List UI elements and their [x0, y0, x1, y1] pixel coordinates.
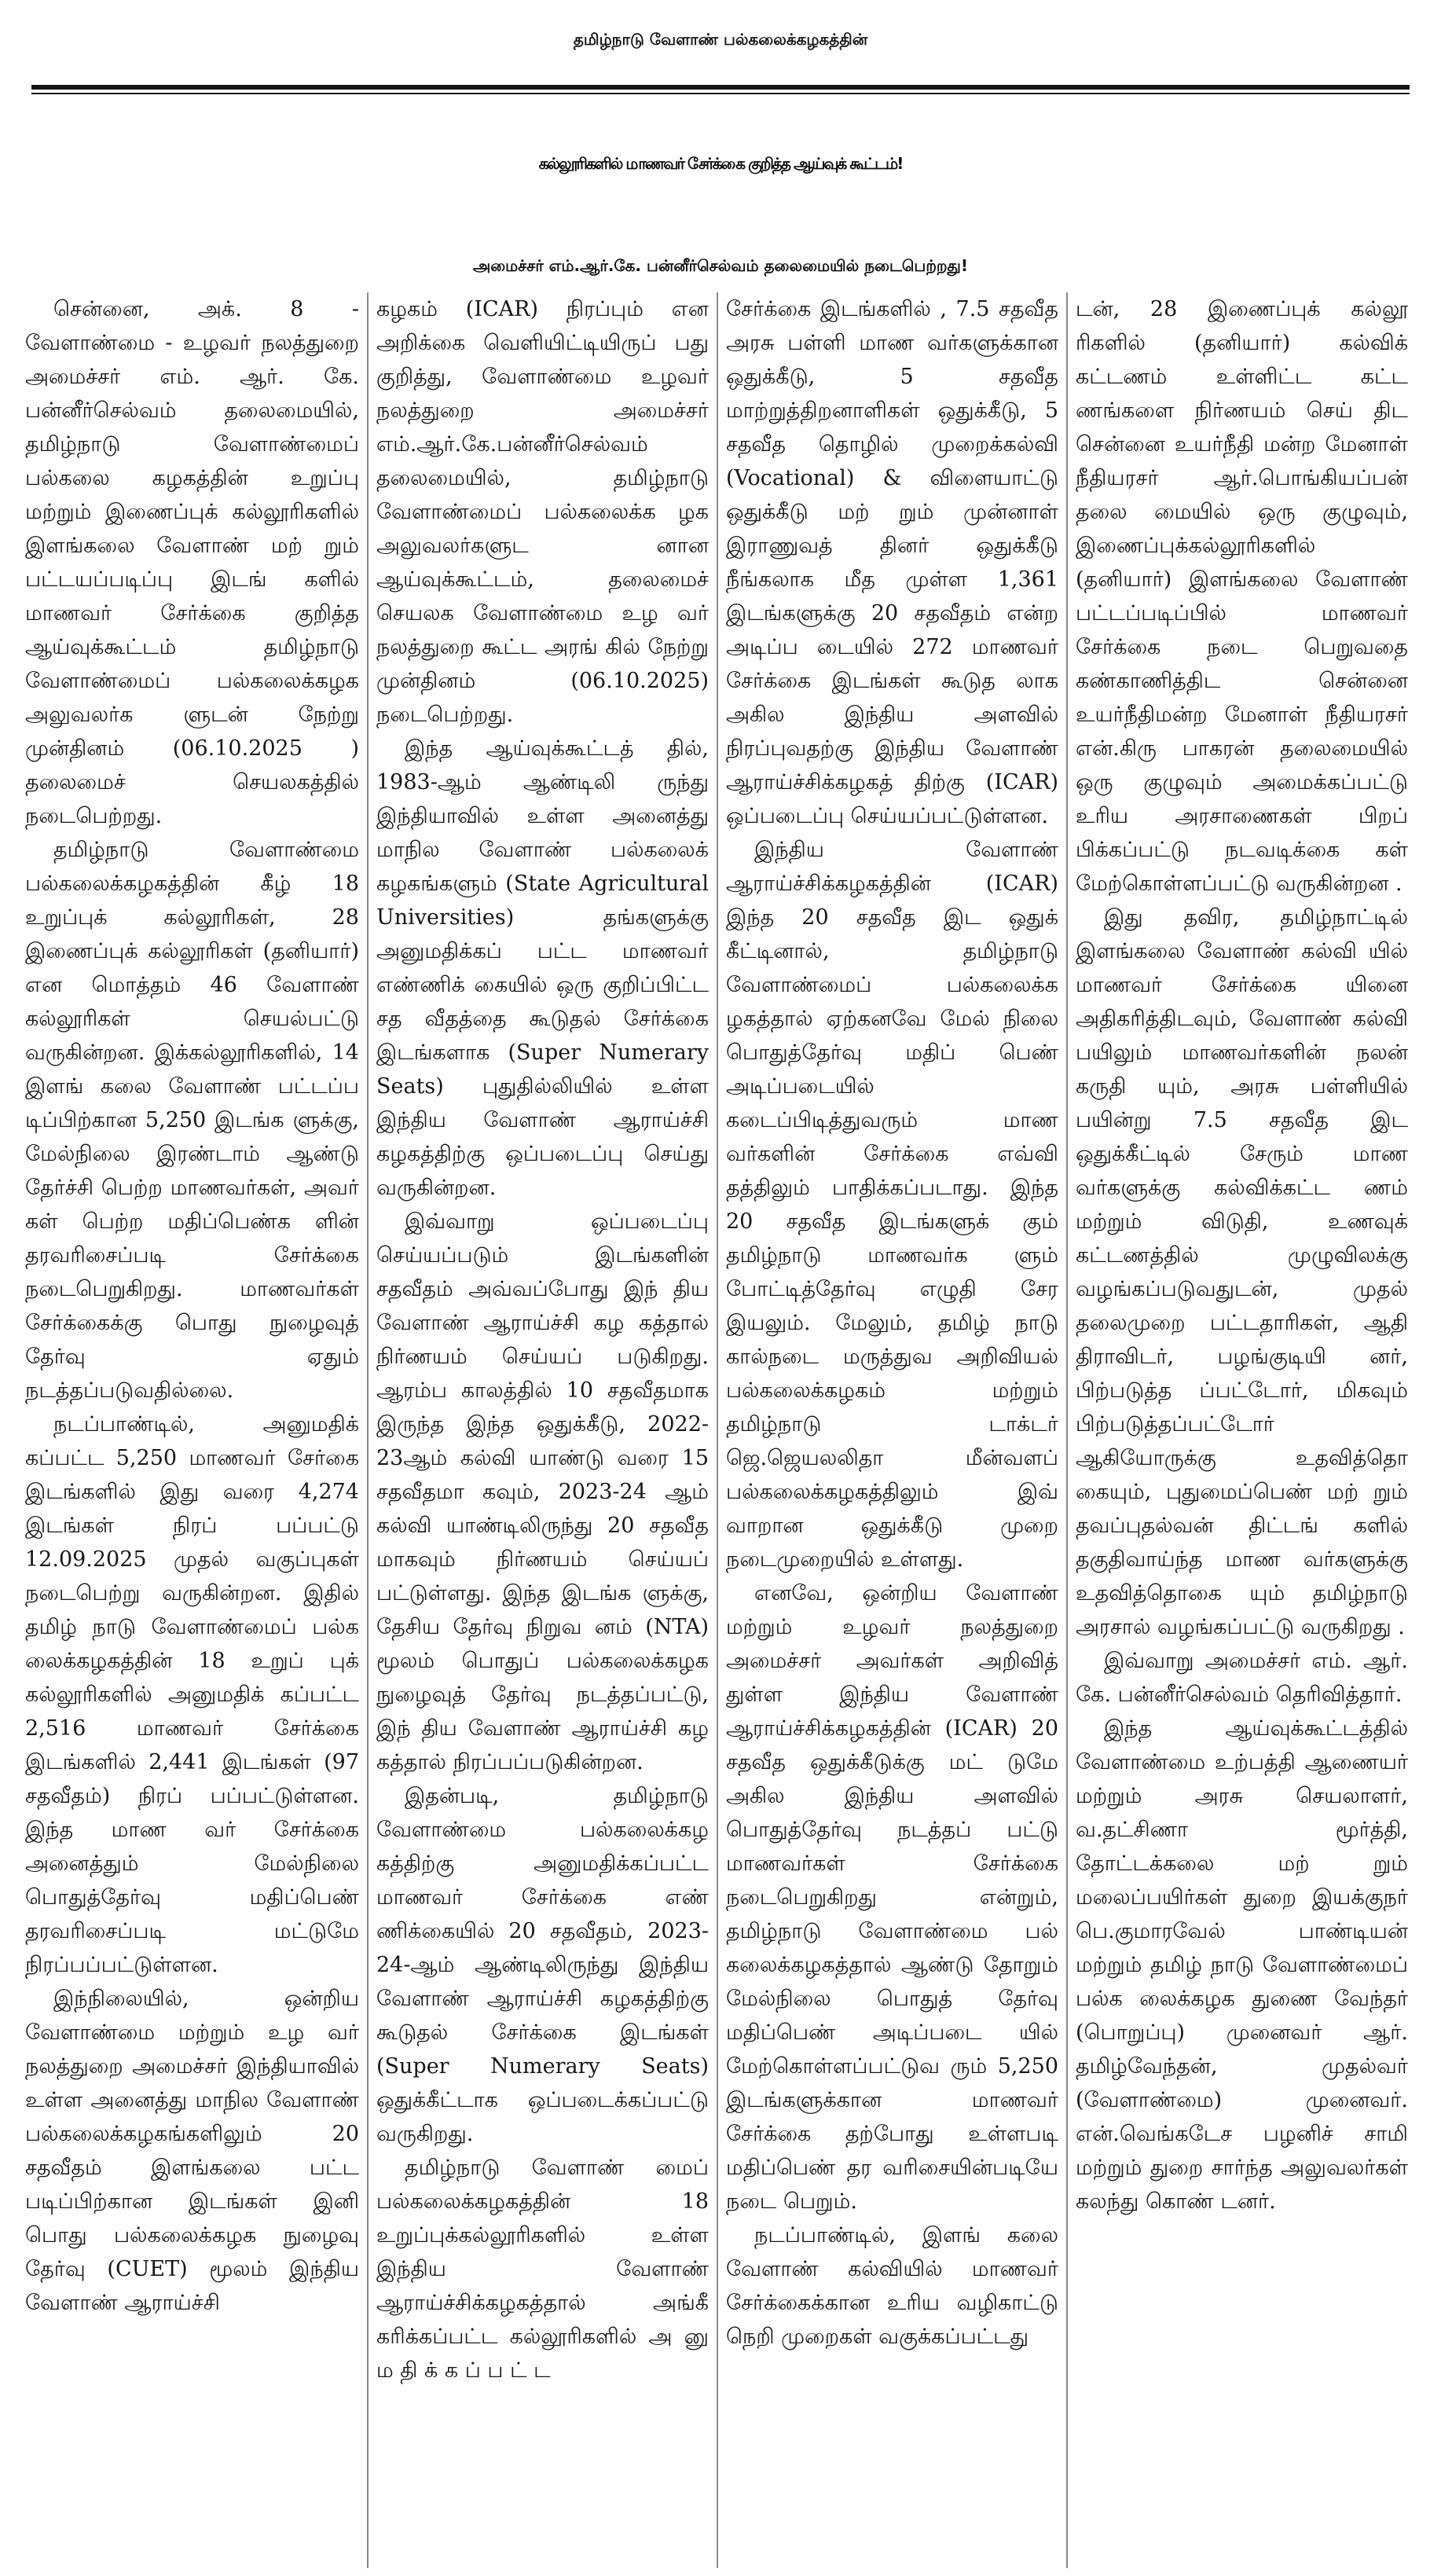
column-4 — [1066, 292, 1416, 2568]
column-1 — [17, 292, 367, 2568]
paragraph: இவ்வாறு அமைச்சர் எம். ஆர். கே. பன்னீர்செல்வம் தெரிவித்தார். — [1076, 1649, 1408, 1707]
column-3 — [717, 292, 1066, 2568]
headline: கல்லூரிகளில் மாணவர் சேர்க்கை குறித்த ஆய்வுக் கூட்டம்! — [538, 154, 903, 173]
paragraph: நடப்பாண்டில், அனுமதிக் கப்பட்ட 5,250 மாணவர் சேர்கை இடங்களில் இது வரை 4,274 இடங்கள் நிரப் பப்பட்டு 12.09.2025 முதல் வகுப்புகள் நடைபெற்று வருகின்றன. இதில் தமிழ் நாடு வேளாண்மைப் பல்க லைக்கழகத்தின் 18 உறுப் புக் கல்லூரிகளில் அனுமதிக் கப்பட்ட 2,516 மாணவர் சேர்க்கை இடங்களில் 2,441 இடங்கள் (97 சதவீதம்) நிரப் பப்பட்டுள்ளன. இந்த மாண வர் சேர்க்கை அனைத்தும் மேல்நிலை பொதுத்தேர்வு மதிப்பெண் தரவரிசைப்படி மட்டுமே நிரப்பப்பட்டுள்ளன. — [25, 1412, 359, 1977]
paragraph: டன், 28 இணைப்புக் கல்லூ ரிகளில் (தனியார்) கல்விக் கட்டணம் உள்ளிட்ட கட்ட ணங்களை நிர்ணயம் செய் திட சென்னை உயர்நீதி மன்ற மேனாள் நீதியரசர் ஆர்.பொங்கியப்பன் தலை மையில் ஒரு குழுவும், இணைப்புக்கல்லூரிகளில் (தனியார்) இளங்கலை வேளாண் பட்டப்படிப்பில் மாணவர் சேர்க்கை நடை பெறுவதை கண்காணித்திட சென்னை உயர்நீதிமன்ற மேனாள் நீதியரசர் என்.கிரு பாகரன் தலைமையில் ஒரு குழுவும் அமைக்கப்பட்டு உரிய அரசாணைகள் பிறப் பிக்கப்பட்டு நடவடிக்கை கள் மேற்கொள்ளப்பட்டு வருகின்றன . — [1076, 297, 1408, 896]
paragraph: இது தவிர, தமிழ்நாட்டில் இளங்கலை வேளாண் கல்வி யில் மாணவர் சேர்க்கை யினை அதிகரித்திடவும், வேளாண் கல்வி பயிலும் மாணவர்களின் நலன் கருதி யும், அரசு பள்ளியில் பயின்று 7.5 சதவீத இட ஒதுக்கீட்டில் சேரும் மாண வர்களுக்கு கல்விக்கட்ட ணம் மற்றும் விடுதி, உணவுக் கட்டணத்தில் முழுவிலக்கு வழங்கப்படுவதுடன், முதல் தலைமுறை பட்டதாரிகள், ஆதி திராவிடர், பழங்குடியி னர், பிற்படுத்த ப்பட்டோர், மிகவும் பிற்படுத்தப்பட்டோர் ஆகியோருக்கு உதவித்தொ கையும், புதுமைப்பெண் மற் றும் தவப்புதல்வன் திட்டங் களில் தகுதிவாய்ந்த மாண வர்களுக்கு உதவித்தொகை யும் தமிழ்நாடு அரசால் வழங்கப்பட்டு வருகிறது . — [1076, 905, 1408, 1639]
paragraph: கழகம் (ICAR) நிரப்பும் என அறிக்கை வெளியிட்டியிருப் பது குறித்து, வேளாண்மை உழவர் நலத்துறை அமைச்சர் எம்.ஆர்.கே.பன்னீர்செல்வம் தலைமையில், தமிழ்நாடு வேளாண்மைப் பல்கலைக்க ழக அலுவலர்களுட னான ஆய்வுக்கூட்டம், தலைமைச் செயலக வேளாண்மை உழ வர் நலத்துறை கூட்ட அரங் கில் நேற்று முன்தினம் (06.10.2025) நடைபெற்றது. — [376, 297, 709, 727]
paragraph: தமிழ்நாடு வேளாண் மைப் பல்கலைக்கழகத்தின் 18 உறுப்புக்கல்லூரிகளில் உள்ள இந்திய வேளாண் ஆராய்ச்சிக்கழகத்தால் அங்கீ கரிக்கப்பட்ட கல்லூரிகளில் அ னு ம தி க் க ப் ப ட் ட — [376, 2156, 709, 2383]
kicker-rule-bottom — [31, 93, 1410, 94]
paragraph: சென்னை, அக். 8 - வேளாண்மை - உழவர் நலத்துறை அமைச்சர் எம். ஆர். கே. பன்னீர்செல்வம் தலைமையில், தமிழ்நாடு வேளாண்மைப் பல்கலை கழகத்தின் உறுப்பு மற்றும் இணைப்புக் கல்லூரிகளில் இளங்கலை வேளாண் மற் றும் பட்டயப்படிப்பு இடங் களில் மாணவர் சேர்க்கை குறித்த ஆய்வுக்கூட்டம் தமிழ்நாடு வேளாண்மைப் பல்கலைக்கழக அலுவலர்க ளுடன் நேற்று முன்தினம் (06.10.2025 ) தலைமைச் செயலகத்தில் நடைபெற்றது. — [25, 297, 359, 828]
article-body — [17, 292, 1424, 2568]
paragraph: எனவே, ஒன்றிய வேளாண் மற்றும் உழவர் நலத்துறை அமைச்சர் அவர்கள் அறிவித் துள்ள இந்திய வேளாண் ஆராய்ச்சிக்கழகத்தின் (ICAR) 20 சதவீத ஒதுக்கீடுக்கு மட் டுமே அகில இந்திய அளவில் பொதுத்தேர்வு நடத்தப் பட்டு மாணவர்கள் சேர்க்கை நடைபெறுகிறது என்றும், தமிழ்நாடு வேளாண்மை பல் கலைக்கழகத்தால் ஆண்டு தோறும் மேல்நிலை பொதுத் தேர்வு மதிப்பெண் அடிப்படை யில் மேற்கொள்ளப்பட்டுவ ரும் 5,250 இடங்களுக்கான மாணவர் சேர்க்கை தற்போது உள்ளபடி மதிப்பெண் தர வரிசையின்படியே நடை பெறும். — [726, 1581, 1058, 2214]
paragraph: இந்த ஆய்வுக்கூட்டத் தில், 1983-ஆம் ஆண்டிலி ருந்து இந்தியாவில் உள்ள அனைத்து மாநில வேளாண் பல்கலைக் கழகங்களும் (State Agricultural Universities) தங்களுக்கு அனுமதிக்கப் பட்ட மாணவர் எண்ணிக் கையில் ஒரு குறிப்பிட்ட சத வீதத்தை கூடுதல் சேர்க்கை இடங்களாக (Super Numerary Seats) புதுதில்லியில் உள்ள இந்திய வேளாண் ஆராய்ச்சி கழகத்திற்கு ஒப்படைப்பு செய்து வருகின்றன. — [376, 736, 709, 1200]
paragraph: நடப்பாண்டில், இளங் கலை வேளாண் கல்வியில் மாணவர் சேர்க்கைக்கான உரிய வழிகாட்டு நெறி முறைகள் வகுக்கப்பட்டது — [726, 2223, 1058, 2349]
subheadline: அமைச்சர் எம்.ஆர்.கே. பன்னீர்செல்வம் தலைமையில் நடைபெற்றது! — [472, 256, 969, 275]
kicker-rule-top — [31, 85, 1410, 90]
paragraph: இந்த ஆய்வுக்கூட்டத்தில் வேளாண்மை உற்பத்தி ஆணையர் மற்றும் அரசு செயலாளர், வ.தட்சிணா மூர்த்தி, தோட்டக்கலை மற் றும் மலைப்பயிர்கள் துறை இயக்குநர் பெ.குமாரவேல் பாண்டியன் மற்றும் தமிழ் நாடு வேளாண்மைப் பல்க லைக்கழக துணை வேந்தர் (பொறுப்பு) முனைவர் ஆர். தமிழ்வேந்தன், முதல்வர் (வேளாண்மை) முனைவர். என்.வெங்கடேச பழனிச் சாமி மற்றும் துறை சார்ந்த அலுவலர்கள் கலந்து கொண் டனர். — [1076, 1716, 1408, 2214]
paragraph: இந்திய வேளாண் ஆராய்ச்சிக்கழகத்தின் (ICAR) இந்த 20 சதவீத இட ஒதுக் கீட்டினால், தமிழ்நாடு வேளாண்மைப் பல்கலைக்க ழகத்தால் ஏற்கனவே மேல் நிலை பொதுத்தேர்வு மதிப் பெண் அடிப்படையில் கடைப்பிடித்துவரும் மாண வர்களின் சேர்க்கை எவ்வி தத்திலும் பாதிக்கப்படாது. இந்த 20 சதவீத இடங்களுக் கும் தமிழ்நாடு மாணவர்க ளும் போட்டித்தேர்வு எழுதி சேர இயலும். மேலும், தமிழ் நாடு கால்நடை மருத்துவ அறிவியல் பல்கலைக்கழகம் மற்றும் தமிழ்நாடு டாக்டர் ஜெ.ஜெயலலிதா மீன்வளப் பல்கலைக்கழகத்திலும் இவ் வாறான ஒதுக்கீடு முறை நடைமுறையில் உள்ளது. — [726, 838, 1058, 1572]
column-2 — [367, 292, 717, 2568]
paragraph: சேர்க்கை இடங்களில் , 7.5 சதவீத அரசு பள்ளி மாண வர்களுக்கான ஒதுக்கீடு, 5 சதவீத மாற்றுத்திறனாளிகள் ஒதுக்கீடு, 5 சதவீத தொழில் முறைக்கல்வி (Vocational) & விளையாட்டு ஒதுக்கீடு மற் றும் முன்னாள் இராணுவத் தினர் ஒதுக்கீடு நீங்கலாக மீத முள்ள 1,361 இடங்களுக்கு 20 சதவீதம் என்ற அடிப்ப டையில் 272 மாணவர் சேர்க்கை இடங்கள் கூடுத லாக அகில இந்திய அளவில் நிரப்புவதற்கு இந்திய வேளாண் ஆராய்ச்சிக்கழகத் திற்கு (ICAR) ஒப்படைப்பு செய்யப்பட்டுள்ளன. — [726, 297, 1058, 828]
paragraph: இதன்படி, தமிழ்நாடு வேளாண்மை பல்கலைக்கழ கத்திற்கு அனுமதிக்கப்பட்ட மாணவர் சேர்க்கை எண் ணிக்கையில் 20 சதவீதம், 2023-24-ஆம் ஆண்டிலிருந்து இந்திய வேளாண் ஆராய்ச்சி கழகத்திற்கு கூடுதல் சேர்க்கை இடங்கள் (Super Numerary Seats) ஒதுக்கீட்டாக ஒப்படைக்கப்பட்டு வருகிறது. — [376, 1784, 709, 2146]
paragraph: இவ்வாறு ஒப்படைப்பு செய்யப்படும் இடங்களின் சதவீதம் அவ்வப்போது இந் திய வேளாண் ஆராய்ச்சி கழ கத்தால் நிர்ணயம் செய்யப் படுகிறது. ஆரம்ப காலத்தில் 10 சதவீதமாக இருந்த இந்த ஒதுக்கீடு, 2022-23ஆம் கல்வி யாண்டு வரை 15 சதவீதமா கவும், 2023-24 ஆம் கல்வி யாண்டிலிருந்து 20 சதவீத மாகவும் நிர்ணயம் செய்யப் பட்டுள்ளது. இந்த இடங்க ளுக்கு, தேசிய தேர்வு நிறுவ னம் (NTA) மூலம் பொதுப் பல்கலைக்கழக நுழைவுத் தேர்வு நடத்தப்பட்டு, இந் திய வேளாண் ஆராய்ச்சி கழ கத்தால் நிரப்பப்படுகின்றன. — [376, 1209, 709, 1774]
paragraph: தமிழ்நாடு வேளாண்மை பல்கலைக்கழகத்தின் கீழ் 18 உறுப்புக் கல்லூரிகள், 28 இணைப்புக் கல்லூரிகள் (தனியார்) என மொத்தம் 46 வேளாண் கல்லூரிகள் செயல்பட்டு வருகின்றன. இக்கல்லூரிகளில், 14 இளங் கலை வேளாண் பட்டப்ப டிப்பிற்கான 5,250 இடங்க ளுக்கு, மேல்நிலை இரண்டாம் ஆண்டு தேர்ச்சி பெற்ற மாணவர்கள், அவர் கள் பெற்ற மதிப்பெண்க ளின் தரவரிசைப்படி சேர்க்கை நடைபெறுகிறது. மாணவர்கள் சேர்க்கைக்கு பொது நுழைவுத் தேர்வு ஏதும் நடத்தப்படுவதில்லை. — [25, 838, 359, 1403]
paragraph: இந்நிலையில், ஒன்றிய வேளாண்மை மற்றும் உழ வர் நலத்துறை அமைச்சர் இந்தியாவில் உள்ள அனைத்து மாநில வேளாண் பல்கலைக்கழகங்களிலும் 20 சதவீதம் இளங்கலை பட்ட படிப்பிற்கான இடங்கள் இனி பொது பல்கலைக்கழக நுழைவு தேர்வு (CUET) மூலம் இந்திய வேளாண் ஆராய்ச்சி — [25, 1987, 359, 2315]
kicker: தமிழ்நாடு வேளாண் பல்கலைக்கழகத்தின் — [573, 30, 868, 49]
